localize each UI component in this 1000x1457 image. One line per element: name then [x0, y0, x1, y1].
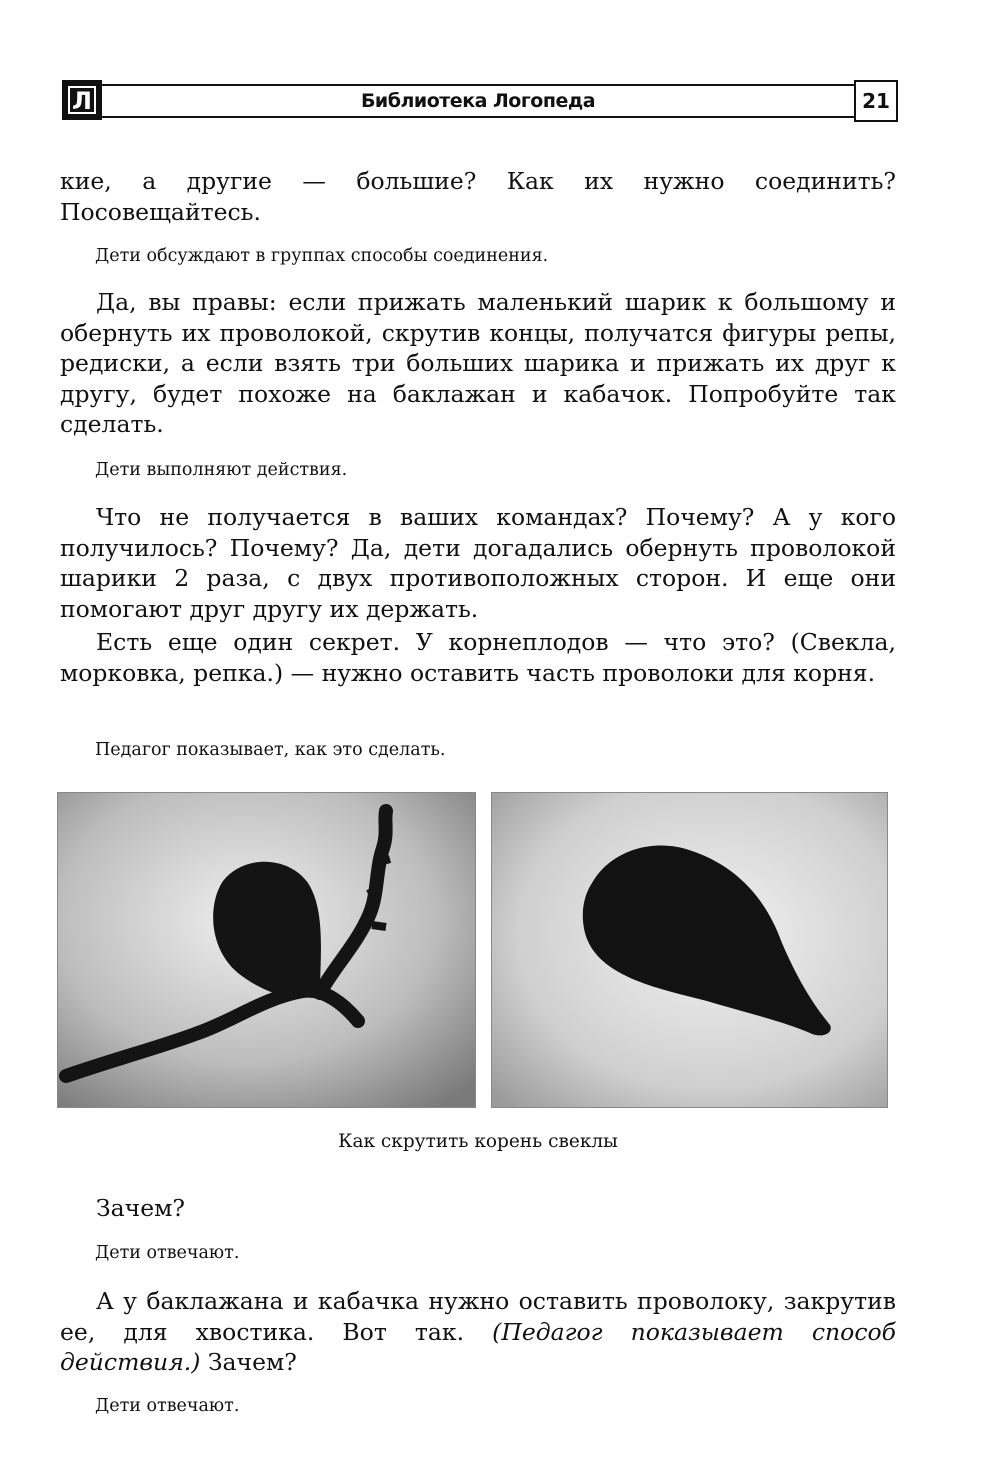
figure-caption: Как скрутить корень свеклы: [338, 1131, 618, 1152]
running-header: [62, 80, 898, 124]
photo-beet-with-wire: [57, 792, 476, 1108]
series-title: Библиотека Логопеда: [360, 90, 596, 112]
header-rule: [102, 84, 854, 118]
stage-direction-3: Педагог показывает, как это сделать.: [95, 740, 446, 760]
paragraph-2: Да, вы правы: если прижать маленький шарик к большому и обернуть их проволокой, скрутив концы, получатся фигуры репы, редиски, а если взять три больших шарика и прижать их друг к другу, будет похоже на баклажан и кабачок. Попробуйте так сделать.: [60, 288, 896, 438]
paragraph-6: [60, 1286, 896, 1378]
stage-direction-1: Дети обсуждают в группах способы соединения.: [95, 246, 549, 266]
paragraph-6-stage-direction: (Педагог показывает способ действия.): [60, 1317, 896, 1376]
paragraph-6-main: А у баклажана и кабачка нужно оставить проволоку, закрутив ее, для хвостика. Вот так.: [60, 1287, 896, 1346]
paragraph-6-end: Зачем?: [207, 1348, 297, 1376]
stage-direction-5: Дети отвечают.: [95, 1396, 240, 1416]
series-logo: [62, 80, 102, 120]
stage-direction-4: Дети отвечают.: [95, 1243, 240, 1263]
paragraph-5: Зачем?: [96, 1194, 185, 1222]
paragraph-1: кие, а другие — большие? Как их нужно соединить? Посовещайтесь.: [60, 167, 896, 226]
stage-direction-2: Дети выполняют действия.: [95, 460, 348, 480]
page-number: 21: [854, 80, 898, 122]
series-logo-letter: Л: [68, 86, 96, 114]
paragraph-4: Есть еще один секрет. У корнеплодов — что это? (Свекла, морковка, репка.) — нужно оставить часть проволоки для корня.: [60, 628, 896, 687]
photo-beet-finished: [491, 792, 888, 1108]
paragraph-3: Что не получается в ваших командах? Почему? А у кого получилось? Почему? Да, дети догадались обернуть проволокой шарики 2 раза, с двух противоположных сторон. И еще они помогают друг другу их держать.: [60, 503, 896, 623]
